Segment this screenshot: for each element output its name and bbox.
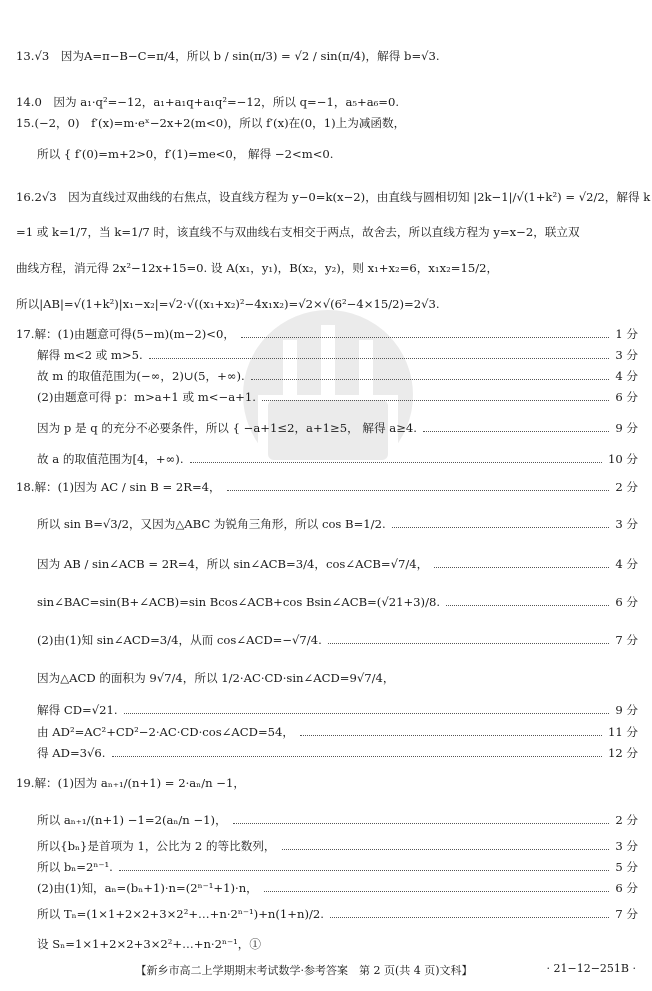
leader-dots <box>282 840 610 850</box>
q18-step-2 <box>37 516 638 532</box>
leader-dots <box>423 422 609 432</box>
leader-dots <box>264 882 610 892</box>
step-text: 所以 aₙ₊₁/(n+1) −1=2(aₙ/n −1)， <box>37 813 227 827</box>
leader-dots <box>328 634 610 644</box>
step-text: (2)由(1)知 sin∠ACD=3/4，从而 cos∠ACD=−√7/4. <box>37 633 322 647</box>
score: 10 分 <box>607 452 638 466</box>
leader-dots <box>392 518 610 528</box>
score: 2 分 <box>615 480 638 494</box>
score: 9 分 <box>615 703 638 717</box>
q18-step-6: 因为△ACD 的面积为 9√7/4，所以 1/2·AC·CD·sin∠ACD=9√7/4， <box>37 671 395 685</box>
leader-dots <box>119 861 609 871</box>
q19-step-4 <box>37 859 638 875</box>
q18-step-7 <box>37 702 638 718</box>
leader-dots <box>124 704 610 714</box>
step-text: 所以 Tₙ=(1×1+2×2+3×2²+…+n·2ⁿ⁻¹)+n(1+n)/2. <box>37 907 324 921</box>
answer-14: 14.0 因为 a₁·q²=−12，a₁+a₁q+a₁q²=−12，所以 q=−1，a₅+a₆=0. <box>16 95 400 109</box>
step-text: 解得 m<2 或 m>5. <box>37 348 143 362</box>
q17-step-2 <box>37 347 638 363</box>
answer-15-line-1: 15.(−2，0) f′(x)=m·eˣ−2x+2(m<0)，所以 f′(x)在(0，1)上为减函数， <box>16 116 406 130</box>
q18-step-1 <box>16 479 638 495</box>
step-text: 故 m 的取值范围为(−∞，2)∪(5，+∞). <box>37 369 245 383</box>
step-text: 故 a 的取值范围为[4，+∞). <box>37 452 184 466</box>
score: 2 分 <box>615 813 638 827</box>
q17-step-1 <box>16 326 638 342</box>
score: 4 分 <box>615 369 638 383</box>
step-text: 得 AD=3√6. <box>37 746 106 760</box>
leader-dots <box>190 453 602 463</box>
q19-step-7: 设 Sₙ=1×1+2×2+3×2²+…+n·2ⁿ⁻¹，① <box>37 937 261 951</box>
score: 9 分 <box>615 421 638 435</box>
score: 12 分 <box>607 746 638 760</box>
q19-step-3 <box>37 838 638 854</box>
step-text: sin∠BAC=sin(B+∠ACB)=sin Bcos∠ACB+cos Bsin∠ACB=(√21+3)/8. <box>37 595 441 609</box>
step-text: 所以 bₙ=2ⁿ⁻¹. <box>37 860 113 874</box>
leader-dots <box>251 370 610 380</box>
q19-step-2 <box>37 812 638 828</box>
answer-16-line-4: 所以|AB|=√(1+k²)|x₁−x₂|=√2·√((x₁+x₂)²−4x₁x₂)=√2×√(6²−4×15/2)=2√3. <box>16 297 440 311</box>
score: 5 分 <box>615 860 638 874</box>
score: 7 分 <box>615 907 638 921</box>
answer-16-line-1: 16.2√3 因为直线过双曲线的右焦点，设直线方程为 y−0=k(x−2)，由直线与圆相切知 |2k−1|/√(1+k²) = √2/2，解得 k <box>16 190 651 204</box>
score: 3 分 <box>615 839 638 853</box>
answer-16-line-2: =1 或 k=1/7，当 k=1/7 时，该直线不与双曲线右支相交于两点，故舍去，所以直线方程为 y=x−2，联立双 <box>16 225 580 239</box>
q17-step-6 <box>37 451 638 467</box>
q18-step-4 <box>37 594 638 610</box>
leader-dots <box>262 391 609 401</box>
step-text: 17.解：(1)由题意可得(5−m)(m−2)<0， <box>16 327 235 341</box>
step-text: 所以 sin B=√3/2，又因为△ABC 为锐角三角形，所以 cos B=1/2. <box>37 517 386 531</box>
step-text: 所以{bₙ}是首项为 1，公比为 2 的等比数列， <box>37 839 276 853</box>
q17-step-5 <box>37 420 638 436</box>
footer-title: 【新乡市高二上学期期末考试数学·参考答案 第 2 页(共 4 页)文科】 <box>135 964 473 977</box>
leader-dots <box>330 908 609 918</box>
score: 7 分 <box>615 633 638 647</box>
score: 11 分 <box>607 725 638 739</box>
step-text: 由 AD²=AC²+CD²−2·AC·CD·cos∠ACD=54， <box>37 725 295 739</box>
page-footer <box>0 962 652 978</box>
leader-dots <box>300 726 602 736</box>
answer-13: 13.√3 因为A=π−B−C=π/4，所以 b / sin(π/3) = √2 / sin(π/4)，解得 b=√3. <box>16 49 440 63</box>
leader-dots <box>233 814 610 824</box>
leader-dots <box>446 596 609 606</box>
q19-step-5 <box>37 880 638 896</box>
answer-16-line-3: 曲线方程，消元得 2x²−12x+15=0. 设 A(x₁，y₁)，B(x₂，y₂)，则 x₁+x₂=6，x₁x₂=15/2， <box>16 261 499 275</box>
q18-step-5 <box>37 632 638 648</box>
score: 1 分 <box>615 327 638 341</box>
score: 6 分 <box>615 881 638 895</box>
step-text: (2)由题意可得 p：m>a+1 或 m<−a+1. <box>37 390 256 404</box>
q18-step-3 <box>37 556 638 572</box>
leader-dots <box>434 558 609 568</box>
q18-step-8 <box>37 724 638 740</box>
footer-code: · 21−12−251B · <box>546 962 636 975</box>
score: 3 分 <box>615 348 638 362</box>
leader-dots <box>241 328 609 338</box>
step-text: 因为 p 是 q 的充分不必要条件，所以 { −a+1≤2，a+1≥5， 解得 a≥4. <box>37 421 417 435</box>
step-text: 解得 CD=√21. <box>37 703 118 717</box>
leader-dots <box>149 349 610 359</box>
step-text: 18.解：(1)因为 AC / sin B = 2R=4， <box>16 480 221 494</box>
q17-step-4 <box>37 389 638 405</box>
leader-dots <box>227 481 610 491</box>
leader-dots <box>112 747 602 757</box>
q19-step-1: 19.解：(1)因为 aₙ₊₁/(n+1) = 2·aₙ/n −1， <box>16 776 245 790</box>
score: 6 分 <box>615 595 638 609</box>
q17-step-3 <box>37 368 638 384</box>
answer-15-line-2: 所以 { f′(0)=m+2>0，f′(1)=me<0， 解得 −2<m<0. <box>37 147 334 161</box>
step-text: (2)由(1)知，aₙ=(bₙ+1)·n=(2ⁿ⁻¹+1)·n， <box>37 881 258 895</box>
score: 6 分 <box>615 390 638 404</box>
score: 3 分 <box>615 517 638 531</box>
q19-step-6 <box>37 906 638 922</box>
score: 4 分 <box>615 557 638 571</box>
q18-step-9 <box>37 745 638 761</box>
step-text: 因为 AB / sin∠ACB = 2R=4，所以 sin∠ACB=3/4，cos∠ACB=√7/4， <box>37 557 429 571</box>
